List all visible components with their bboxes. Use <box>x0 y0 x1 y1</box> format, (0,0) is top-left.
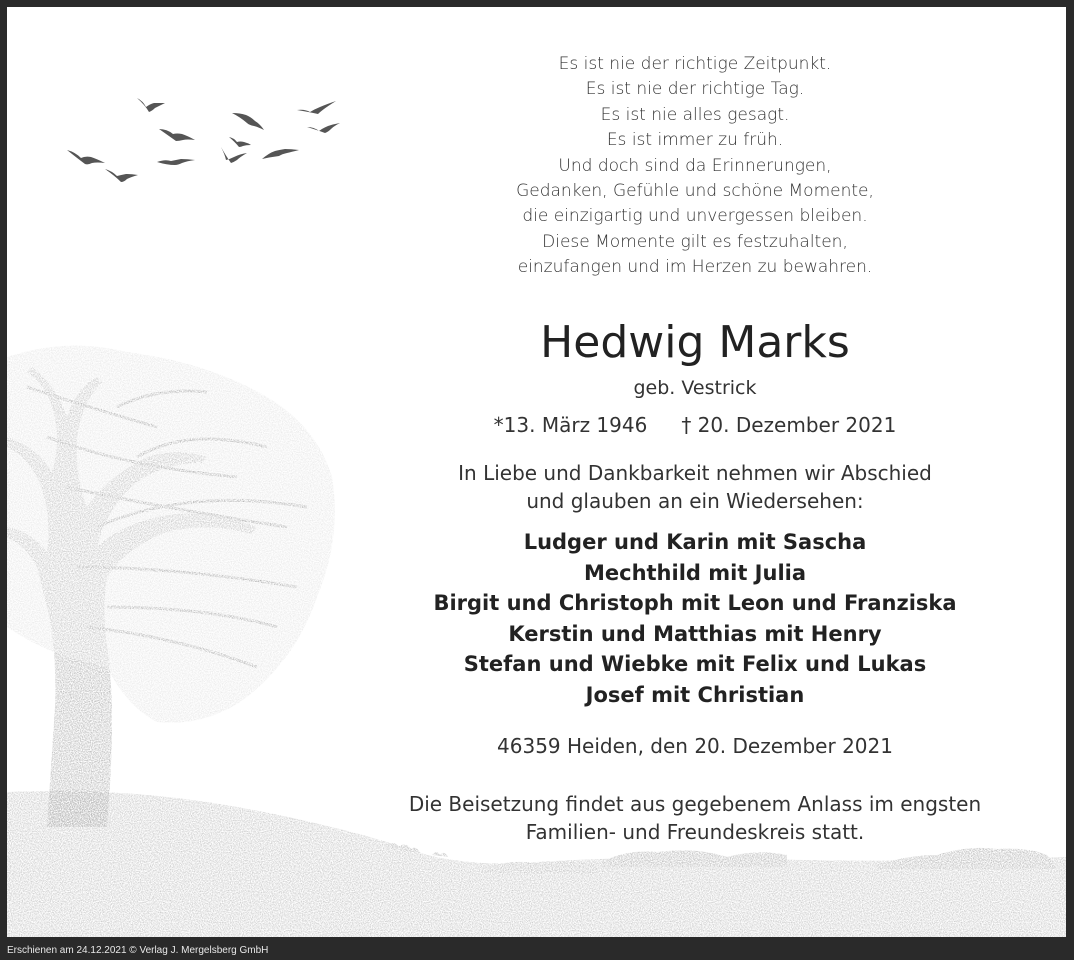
poem-line: Es ist nie der richtige Zeitpunkt. <box>558 54 832 74</box>
burial-notice <box>385 790 1005 846</box>
burial-line: Familien- und Freundeskreis statt. <box>525 820 865 844</box>
deceased-name: Hedwig Marks <box>540 317 850 368</box>
publication-footer: Erschienen am 24.12.2021 © Verlag J. Mergelsberg GmbH <box>7 945 269 956</box>
place-and-date: 46359 Heiden, den 20. Dezember 2021 <box>497 734 893 758</box>
maiden-name: geb. Vestrick <box>633 377 757 399</box>
mourner-line: Mechthild mit Julia <box>583 560 807 585</box>
poem-line: Es ist immer zu früh. <box>606 130 784 151</box>
tree-icon <box>7 346 335 827</box>
mourner-line: Birgit und Christoph mit Leon und Franziska <box>433 591 957 616</box>
obituary-card <box>7 7 1066 937</box>
poem-line: Es ist nie der richtige Tag. <box>585 79 805 100</box>
poem-line: Es ist nie alles gesagt. <box>600 104 790 125</box>
poem-line: einzufangen und im Herzen zu bewahren. <box>517 257 873 278</box>
birth-date: *13. März 1946 <box>493 413 648 437</box>
burial-line: Die Beisetzung findet aus gegebenem Anlass im engsten <box>408 792 982 816</box>
poem-line: Gedanken, Gefühle und schöne Momente, <box>516 181 874 202</box>
mourner-line: Josef mit Christian <box>585 682 805 707</box>
poem <box>385 52 1005 281</box>
farewell-line: und glauben an ein Wiedersehen: <box>526 489 864 513</box>
farewell-line: In Liebe und Dankbarkeit nehmen wir Abschied <box>458 461 932 485</box>
mourner-line: Ludger und Karin mit Sascha <box>523 530 867 554</box>
farewell-text <box>385 459 1005 515</box>
poem-line: Und doch sind da Erinnerungen, <box>558 155 832 176</box>
mourner-line: Stefan und Wiebke mit Felix und Lukas <box>463 652 927 677</box>
mourner-line: Kerstin und Matthias mit Henry <box>508 621 882 646</box>
death-date: † 20. Dezember 2021 <box>681 413 897 437</box>
birds-icon <box>67 98 340 182</box>
poem-line: Diese Momente gilt es festzuhalten, <box>542 231 848 252</box>
poem-line: die einzigartig und unvergessen bleiben. <box>522 206 868 227</box>
mourners-list <box>385 527 1005 711</box>
life-dates <box>385 410 1005 440</box>
